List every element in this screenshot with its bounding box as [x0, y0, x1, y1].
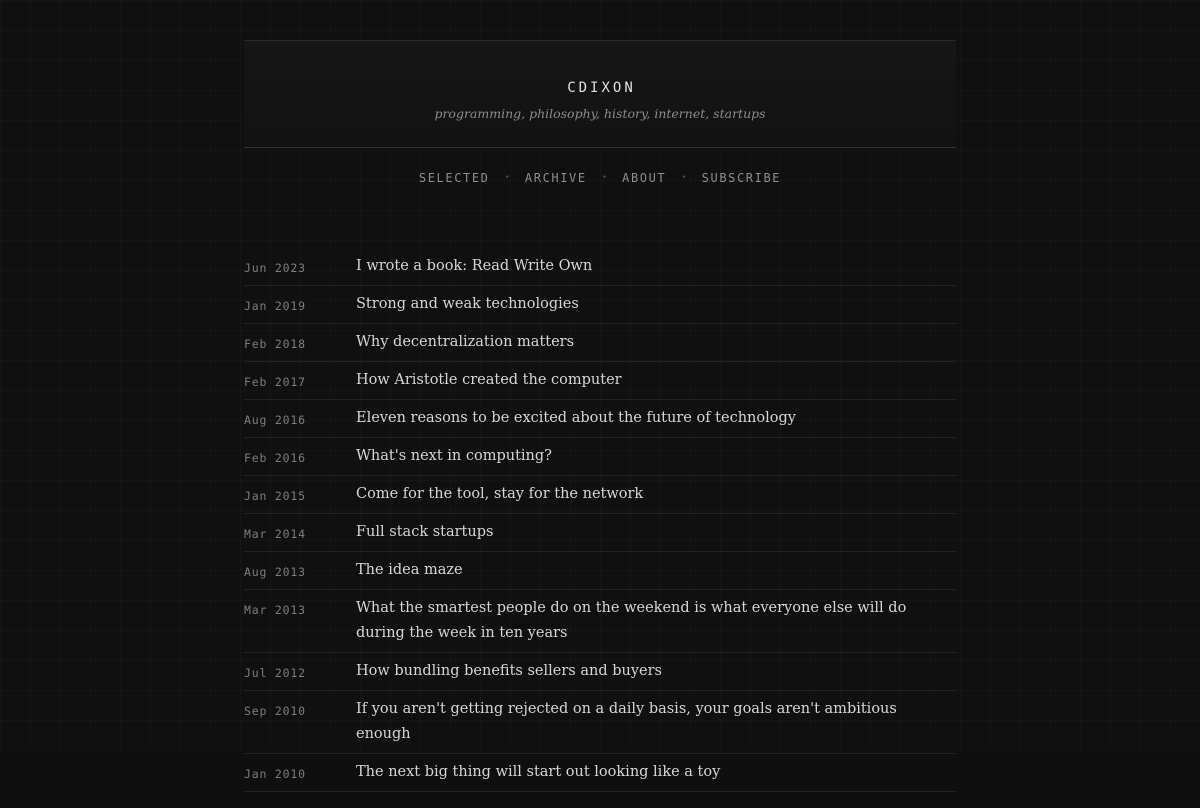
post-date: Mar 2014 — [244, 527, 306, 541]
post-date: Feb 2018 — [244, 337, 306, 351]
post-item — [244, 590, 956, 653]
nav-separator: • — [681, 173, 687, 183]
post-title-link[interactable]: The idea maze — [356, 562, 463, 578]
post-item — [244, 514, 956, 552]
post-item — [244, 476, 956, 514]
nav-archive[interactable]: ARCHIVE — [524, 171, 587, 185]
post-title-link[interactable]: Full stack startups — [356, 524, 494, 540]
post-title-link[interactable]: Why decentralization matters — [356, 334, 575, 350]
post-item — [244, 691, 956, 754]
post-item — [244, 286, 956, 324]
post-item — [244, 324, 956, 362]
post-title-link[interactable]: How bundling benefits sellers and buyers — [356, 663, 662, 679]
post-date: Aug 2013 — [244, 565, 306, 579]
post-date: Feb 2016 — [244, 451, 306, 465]
post-item — [244, 246, 956, 286]
page-container — [244, 40, 956, 808]
post-title-link[interactable]: What's next in computing? — [356, 448, 552, 464]
post-title-link[interactable]: Strong and weak technologies — [356, 296, 579, 312]
main-nav — [244, 148, 956, 208]
post-title-link[interactable]: What the smartest people do on the weekend is what everyone else will do during the week in ten years — [356, 600, 907, 641]
nav-separator: • — [504, 173, 510, 183]
post-date: Aug 2016 — [244, 413, 306, 427]
post-title-link[interactable]: How Aristotle created the computer — [356, 372, 622, 388]
post-date: Jan 2010 — [244, 767, 306, 781]
post-date: Jul 2012 — [244, 666, 306, 680]
post-date: Jun 2023 — [244, 261, 306, 275]
post-title-link[interactable]: If you aren't getting rejected on a daily basis, your goals aren't ambitious enough — [356, 701, 897, 742]
post-item — [244, 362, 956, 400]
post-date: Jan 2019 — [244, 299, 306, 313]
post-title-link[interactable]: The next big thing will start out looking like a toy — [356, 764, 721, 780]
site-tagline: programming, philosophy, history, internet, startups — [434, 106, 766, 121]
nav-selected[interactable]: SELECTED — [418, 171, 490, 185]
nav-separator: • — [601, 173, 608, 183]
post-title-link[interactable]: Come for the tool, stay for the network — [356, 486, 644, 502]
post-date: Sep 2010 — [244, 704, 306, 718]
post-item — [244, 552, 956, 590]
nav-subscribe[interactable]: SUBSCRIBE — [701, 171, 782, 185]
post-date: Feb 2017 — [244, 375, 306, 389]
post-title-link[interactable]: Eleven reasons to be excited about the future of technology — [356, 410, 796, 426]
post-item — [244, 754, 956, 792]
nav-about[interactable]: ABOUT — [622, 171, 667, 185]
post-item — [244, 653, 956, 691]
post-title-link[interactable]: I wrote a book: Read Write Own — [356, 258, 593, 274]
post-item — [244, 438, 956, 476]
post-date: Jan 2015 — [244, 489, 306, 503]
site-title-link[interactable]: CDIXON — [567, 80, 636, 96]
post-date: Mar 2013 — [244, 603, 306, 617]
post-item — [244, 400, 956, 438]
site-header — [244, 40, 956, 148]
post-list — [244, 246, 956, 792]
